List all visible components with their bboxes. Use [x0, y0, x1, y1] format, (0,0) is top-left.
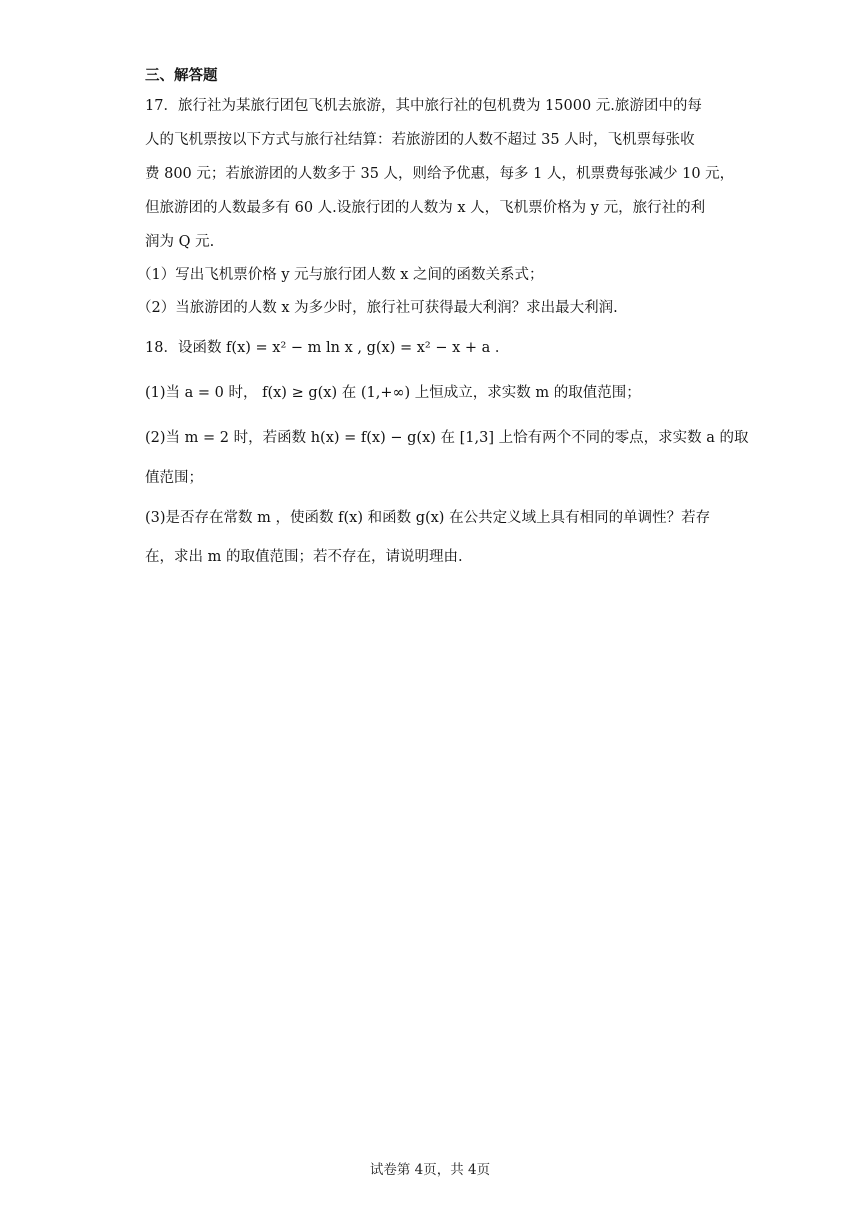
- q18-part-3-line-2: 在，求出 m 的取值范围；若不存在，请说明理由.: [145, 549, 463, 565]
- q17-line-5: 润为 Q 元.: [145, 234, 215, 250]
- q17-subquestion-1: （1）写出飞机票价格 y 元与旅行团人数 x 之间的函数关系式；: [137, 267, 544, 283]
- q17-line-1: 17．旅行社为某旅行团包飞机去旅游，其中旅行社的包机费为 15000 元.旅游团中的每: [145, 98, 702, 114]
- q18-part-2-line-1: (2)当 m = 2 时，若函数 h(x) = f(x) − g(x) 在 [1,3] 上恰有两个不同的零点，求实数 a 的取: [145, 430, 749, 446]
- section-title: 三、解答题: [145, 67, 218, 84]
- q17-line-3: 费 800 元；若旅游团的人数多于 35 人，则给予优惠，每多 1 人，机票费每张减少 10 元，: [145, 166, 735, 182]
- q18-stem: 18．设函数 f(x) = x² − m ln x , g(x) = x² − x + a ．: [145, 340, 510, 356]
- q17-subquestion-2: （2）当旅游团的人数 x 为多少时，旅行社可获得最大利润？求出最大利润.: [137, 300, 618, 316]
- q17-line-2: 人的飞机票按以下方式与旅行社结算：若旅游团的人数不超过 35 人时，飞机票每张收: [145, 132, 695, 148]
- q18-part-1: (1)当 a = 0 时， f(x) ≥ g(x) 在 (1,+∞) 上恒成立，求实数 m 的取值范围；: [145, 385, 641, 401]
- q17-line-4: 但旅游团的人数最多有 60 人.设旅行团的人数为 x 人，飞机票价格为 y 元，旅行社的利: [145, 200, 706, 216]
- q18-part-3-line-1: (3)是否存在常数 m ，使函数 f(x) 和函数 g(x) 在公共定义域上具有相同的单调性？若存: [145, 510, 711, 526]
- page-footer: 试卷第 4页，共 4页: [369, 1162, 491, 1178]
- q18-part-2-line-2: 值范围；: [145, 470, 203, 486]
